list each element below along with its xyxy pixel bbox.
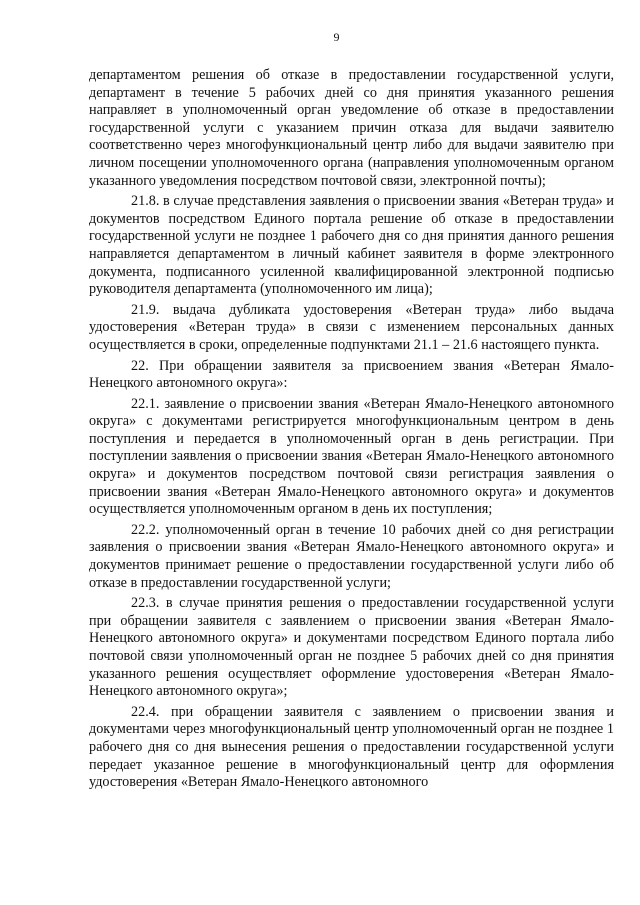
- paragraph-21-9: 21.9. выдача дубликата удостоверения «Ветеран труда» либо выдача удостоверения «Ветеран труда» в связи с изменением персональных данных осуществляется в сроки, определенные подпунктами 21.1 – 21.6 настоящего пункта.: [89, 301, 614, 353]
- paragraph-21-8: 21.8. в случае представления заявления о присвоении звания «Ветеран труда» и документов посредством Единого портала решение об отказе в предоставлении государственной услуги не позднее 1 рабочего дня со дня принятия данного решения направляется департаментом в личный кабинет заявителя в форме электронного документа, подписанного усиленной квалифицированной электронной подписью руководителя департамента (уполномоченного им лица);: [89, 193, 614, 298]
- paragraph-continuation: департаментом решения об отказе в предоставлении государственной услуги, департамент в течение 5 рабочих дней со дня принятия указанного решения направляет в уполномоченный орган уведомление об отказе в предоставлении государственной услуги с указанием причин отказа для выдачи заявителю соответственно через многофункциональный центр либо для выдачи заявителю при личном посещении уполномоченного органа (направления уполномоченным органом указанного уведомления посредством почтовой связи, электронной почты);: [89, 67, 614, 189]
- paragraph-22-3: 22.3. в случае принятия решения о предоставлении государственной услуги при обращении заявителя с заявлением о присвоении звания «Ветеран Ямало-Ненецкого автономного округа» и документами посредством Единого портала либо почтовой связи уполномоченный орган не позднее 5 рабочих дней со дня принятия указанного решения осуществляет оформление удостоверения «Ветеран Ямало-Ненецкого автономного округа»;: [89, 595, 614, 700]
- paragraph-22: 22. При обращении заявителя за присвоением звания «Ветеран Ямало-Ненецкого автономного округа»:: [89, 357, 614, 392]
- page-number: 9: [333, 30, 340, 44]
- paragraph-22-4: 22.4. при обращении заявителя с заявлением о присвоении звания и документами через многофункциональный центр уполномоченный орган не позднее 1 рабочего дня со дня вынесения решения о предоставлении государственной услуги передает указанное решение в многофункциональный центр для оформления удостоверения «Ветеран Ямало-Ненецкого автономного: [89, 703, 614, 791]
- paragraph-22-2: 22.2. уполномоченный орган в течение 10 рабочих дней со дня регистрации заявления о присвоении звания «Ветеран Ямало-Ненецкого автономного округа» и документов принимает решение о предоставлении государственной услуги либо об отказе в предоставлении государственной услуги;: [89, 521, 614, 591]
- paragraph-22-1: 22.1. заявление о присвоении звания «Ветеран Ямало-Ненецкого автономного округа» с документами регистрируется многофункциональным центром в день поступления и передается в уполномоченный орган в день регистрации. При поступлении заявления о присвоении звания «Ветеран Ямало-Ненецкого автономного округа» и документов посредством почтовой связи регистрация заявления о присвоении звания «Ветеран Ямало-Ненецкого автономного округа» и документов осуществляется уполномоченным органом в день их поступления;: [89, 395, 614, 518]
